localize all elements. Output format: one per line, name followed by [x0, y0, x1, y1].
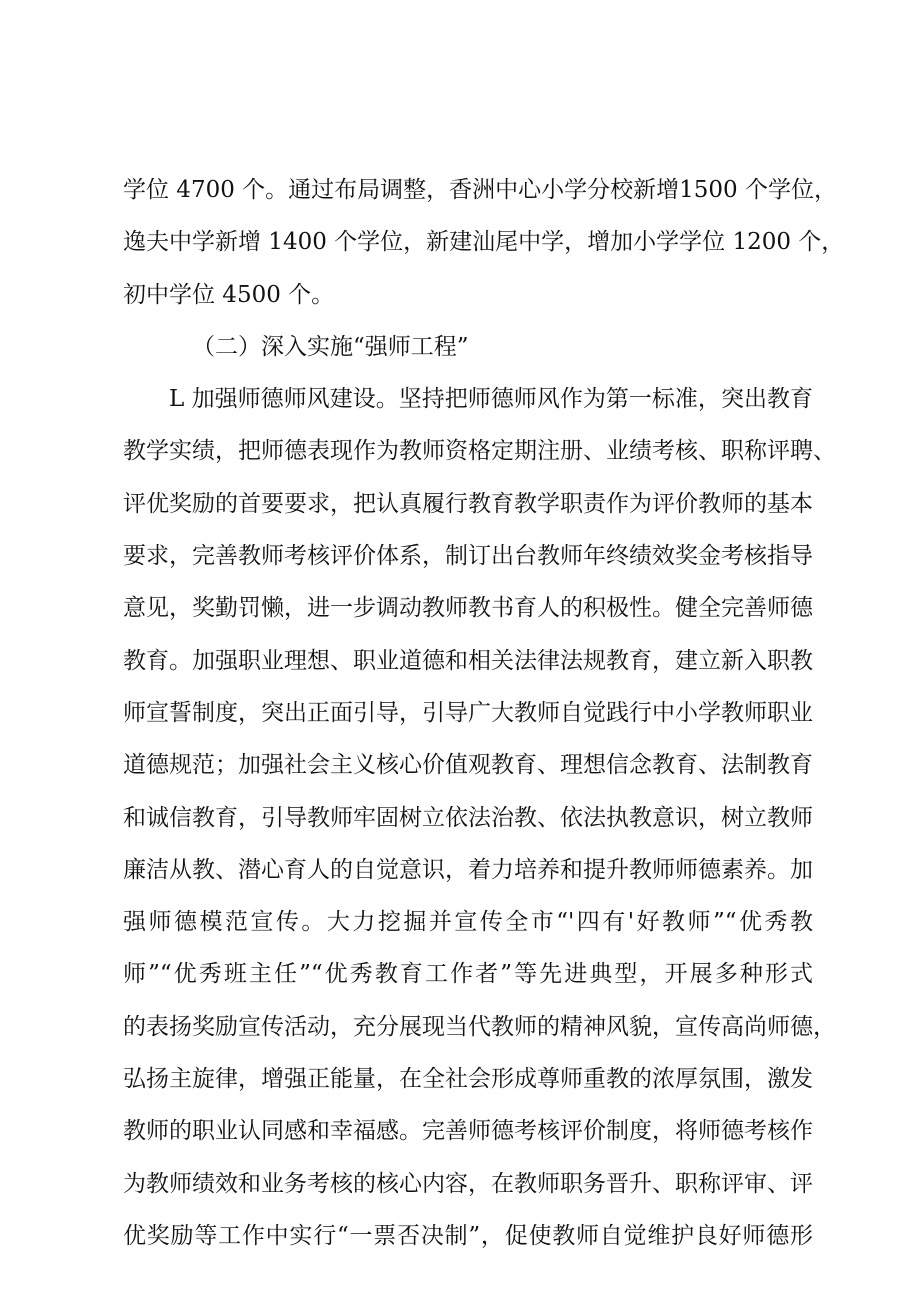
text-line: 教师的职业认同感和幸福感。完善师德考核评价制度，将师德考核作	[123, 1118, 813, 1145]
text-line: 和诚信教育，引导教师牢固树立依法治教、依法执教意识，树立教师	[123, 804, 813, 831]
paragraph-first-line: L 加强师德师风建设。坚持把师德师风作为第一标准，突出教育	[169, 386, 813, 413]
text-line: 的表扬奖励宣传活动，充分展现当代教师的精神风貌，宣传高尚师德，	[123, 1013, 836, 1040]
section-heading: （二）深入实施“强师工程”	[192, 333, 469, 360]
text-line: 强师德模范宣传。大力挖掘并宣传全市“'四有'好教师”“优秀教	[123, 909, 813, 936]
text-line: 教育。加强职业理想、职业道德和相关法律法规教育，建立新入职教	[123, 647, 813, 674]
text-line: 为教师绩效和业务考核的核心内容，在教师职务晋升、职称评审、评	[123, 1170, 813, 1197]
text-line: 要求，完善教师考核评价体系，制订出台教师年终绩效奖金考核指导	[123, 543, 813, 570]
text-line: 意见，奖勤罚懒，进一步调动教师教书育人的积极性。健全完善师德	[123, 595, 813, 622]
text-line: 师宣誓制度，突出正面引导，引导广大教师自觉践行中小学教师职业	[123, 699, 813, 726]
text-line: 师”“优秀班主任”“优秀教育工作者”等先进典型，开展多种形式	[123, 961, 813, 988]
body-text	[123, 164, 845, 1262]
text-line: 学位 4700 个。通过布局调整，香洲中心小学分校新增1500 个学位，	[123, 177, 837, 203]
text-line: 优奖励等工作中实行“一票否决制”，促使教师自觉维护良好师德形	[123, 1222, 813, 1249]
text-line: 逸夫中学新增 1400 个学位，新建汕尾中学，增加小学学位 1200 个，	[123, 229, 845, 256]
text-line: 廉洁从教、潜心育人的自觉意识，着力培养和提升教师师德素养。加	[123, 856, 813, 883]
text-line: 评优奖励的首要要求，把认真履行教育教学职责作为评价教师的基本	[123, 490, 813, 517]
text-line: 道德规范；加强社会主义核心价值观教育、理想信念教育、法制教育	[123, 752, 813, 779]
text-line: 教学实绩，把师德表现作为教师资格定期注册、业绩考核、职称评聘、	[123, 438, 836, 465]
text-line: 弘扬主旋律，增强正能量，在全社会形成尊师重教的浓厚氛围，激发	[123, 1066, 813, 1093]
text-line: 初中学位 4500 个。	[123, 281, 335, 308]
